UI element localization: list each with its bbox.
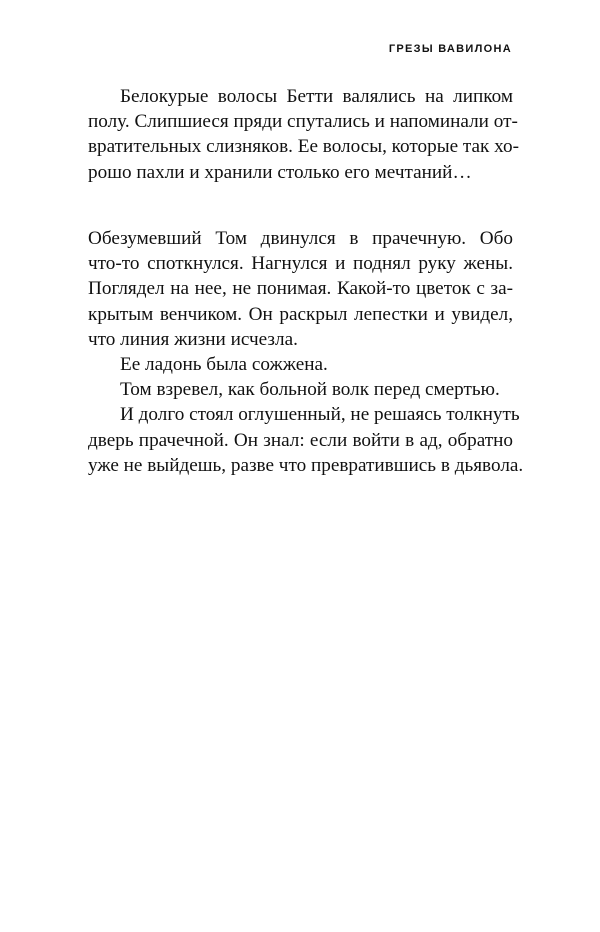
section-one — [88, 84, 519, 185]
text-line: крытым венчиком. Он раскрыл лепестки и увидел, — [88, 303, 513, 325]
text-line: полу. Слипшиеся пряди спутались и напоминали от- — [88, 111, 518, 133]
text-line: дверь прачечной. Он знал: если войти в ад, обратно — [88, 429, 513, 451]
text-line: Том взревел, как больной волк перед смертью. — [120, 379, 500, 401]
paragraph-4 — [88, 377, 513, 402]
text-line: И долго стоял оглушенный, не решаясь толкнуть — [120, 404, 520, 426]
paragraph-3 — [88, 352, 513, 377]
paragraph-2 — [88, 226, 513, 352]
paragraph-5 — [88, 402, 524, 478]
text-line: что линия жизни исчезла. — [88, 328, 298, 350]
text-line: Белокурые волосы Бетти валялись на липком — [120, 86, 513, 107]
section-two — [88, 226, 524, 478]
text-line: Ее ладонь была сожжена. — [120, 354, 328, 376]
text-line: вратительных слизняков. Ее волосы, которые так хо- — [88, 136, 519, 158]
text-line: что-то споткнулся. Нагнулся и поднял руку жены. — [88, 253, 513, 275]
paragraph-1 — [88, 84, 519, 185]
text-line: Обезумевший Том двинулся в прачечную. Обо — [88, 228, 513, 249]
running-header: ГРЕЗЫ ВАВИЛОНА — [388, 43, 512, 55]
text-line: уже не выйдешь, разве что превратившись в дьявола. — [88, 454, 524, 476]
text-line: рошо пахли и хранили столько его мечтаний… — [88, 161, 472, 183]
text-line: Поглядел на нее, не понимая. Какой-то цветок с за- — [88, 278, 513, 300]
